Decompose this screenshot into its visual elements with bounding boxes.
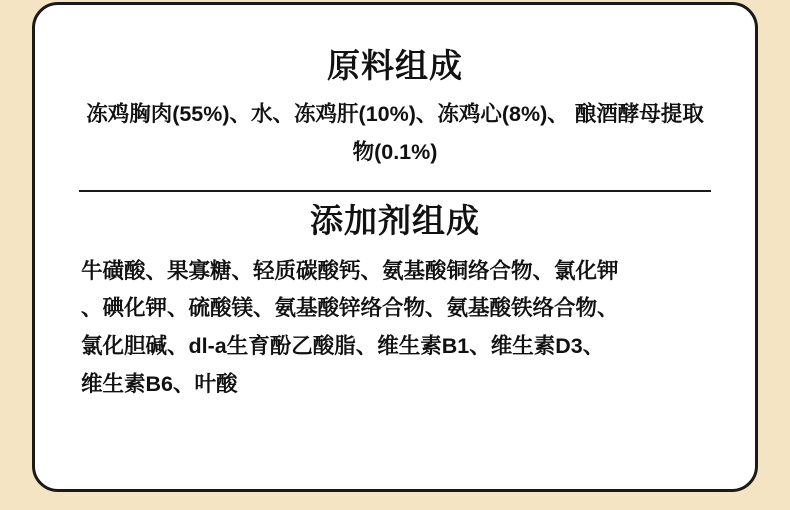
ingredients-line: 酿酒酵母提取物(0.1%) [352, 102, 704, 164]
ingredients-title: 原料组成 [327, 47, 463, 84]
card-content [35, 5, 755, 489]
additives-line: 氯化胆碱、dl-a生育酚乙酸脂、维生素B1、维生素D3、 [81, 334, 605, 358]
additives-title: 添加剂组成 [310, 201, 480, 239]
additives-line: 、碘化钾、硫酸镁、氨基酸锌络合物、氨基酸铁络合物、 [81, 296, 619, 321]
ingredients-text [79, 96, 711, 171]
additives-line: 牛磺酸、果寡糖、轻质碳酸钙、氨基酸铜络合物、氯化钾 [81, 258, 619, 283]
additives-line: 维生素B6、叶酸 [81, 371, 238, 396]
info-card [32, 2, 758, 492]
section-divider [79, 190, 711, 192]
ingredients-line: 冻鸡胸肉(55%)、水、冻鸡肝(10%)、冻鸡心(8%)、 [86, 102, 569, 127]
additives-text [79, 253, 711, 404]
